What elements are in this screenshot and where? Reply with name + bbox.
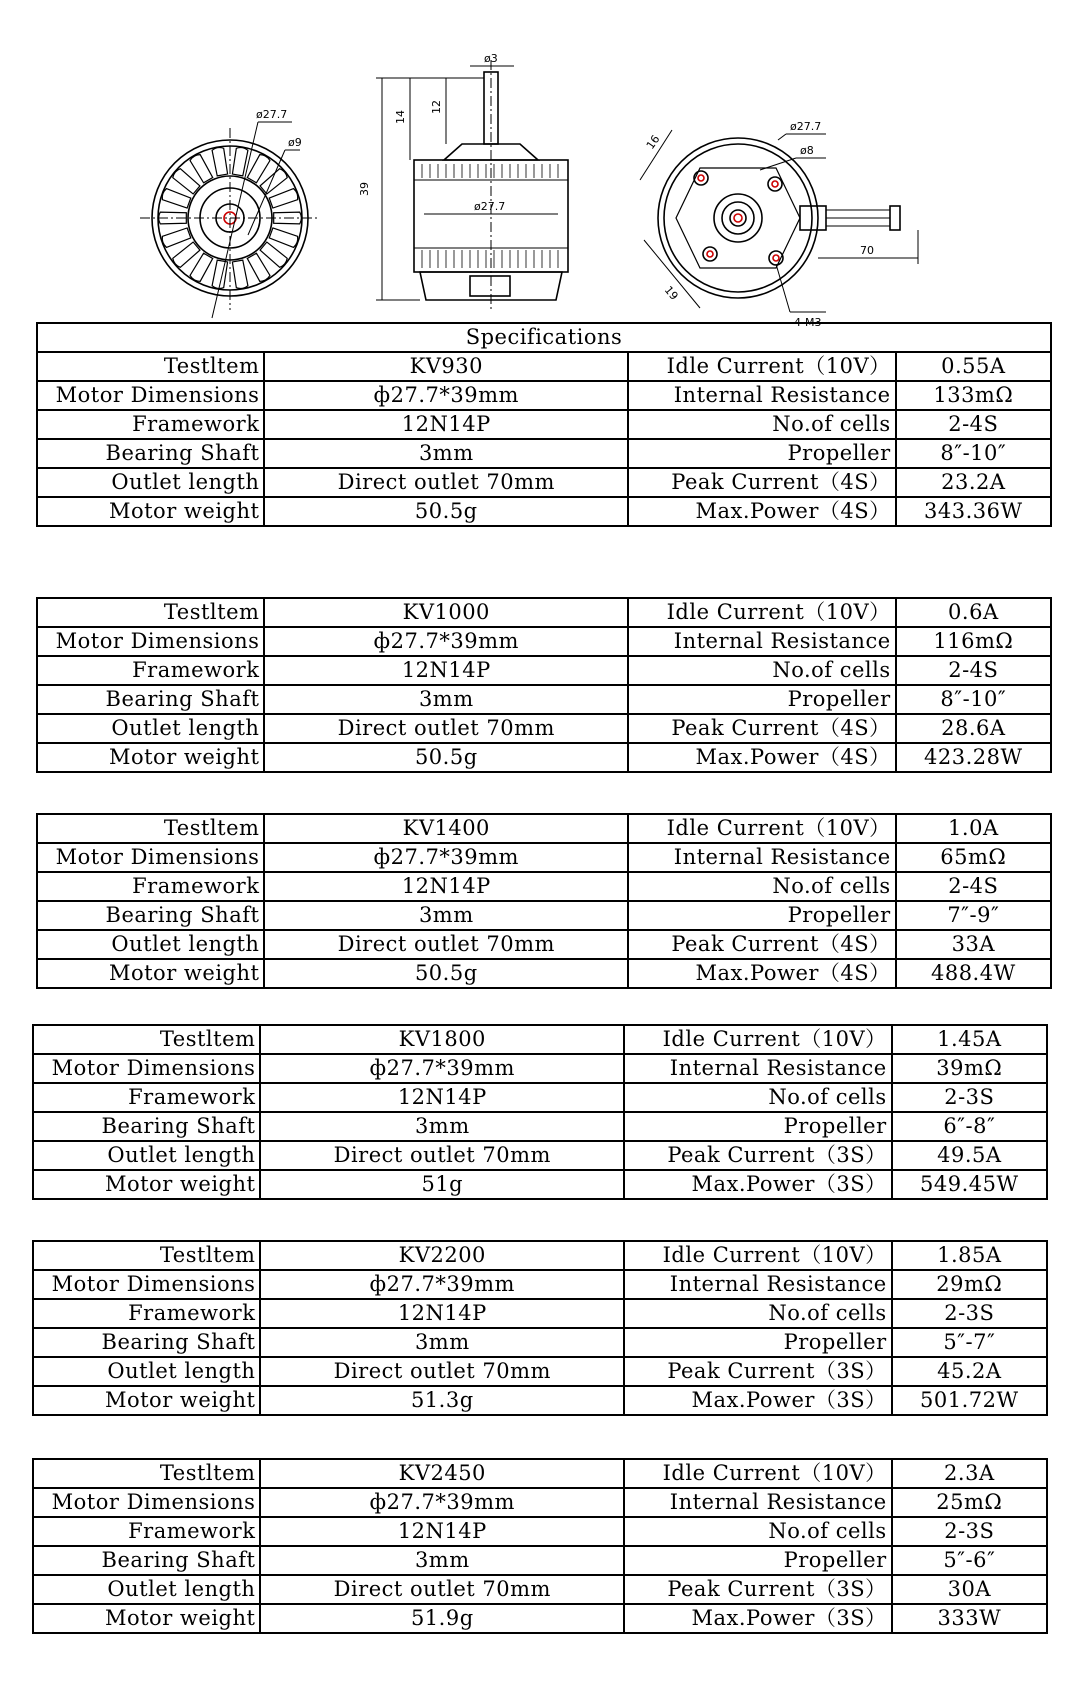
spec-value: 3mm bbox=[264, 685, 628, 714]
spec-label: Idle Current（10V） bbox=[628, 598, 896, 627]
spec-table-kv2200 bbox=[32, 1240, 1048, 1416]
spec-label: Peak Current（4S） bbox=[628, 468, 896, 497]
spec-label: Propeller bbox=[624, 1328, 892, 1357]
spec-value: 3mm bbox=[260, 1328, 624, 1357]
spec-value: ф27.7*39mm bbox=[260, 1488, 624, 1517]
table-row bbox=[37, 497, 1051, 526]
motor-side-view bbox=[376, 60, 568, 310]
spec-label: Outlet length bbox=[37, 930, 264, 959]
spec-label: Propeller bbox=[628, 439, 896, 468]
table-row bbox=[37, 381, 1051, 410]
spec-label: Internal Resistance bbox=[624, 1488, 892, 1517]
spec-value: 29mΩ bbox=[892, 1270, 1047, 1299]
spec-value: 65mΩ bbox=[896, 843, 1051, 872]
table-row bbox=[33, 1054, 1047, 1083]
height-total-label: 39 bbox=[358, 182, 371, 196]
table-row bbox=[33, 1241, 1047, 1270]
spec-value: 8″-10″ bbox=[896, 685, 1051, 714]
spec-label: Peak Current（4S） bbox=[628, 930, 896, 959]
spec-label: Idle Current（10V） bbox=[624, 1025, 892, 1054]
spec-value: 50.5g bbox=[264, 497, 628, 526]
spec-label: Max.Power（3S） bbox=[624, 1170, 892, 1199]
hole-spacing-a-label: 16 bbox=[643, 132, 663, 152]
spec-value: ф27.7*39mm bbox=[260, 1054, 624, 1083]
table-row bbox=[33, 1141, 1047, 1170]
spec-label: Max.Power（4S） bbox=[628, 959, 896, 988]
spec-label: Framework bbox=[37, 656, 264, 685]
spec-value: 5″-6″ bbox=[892, 1546, 1047, 1575]
spec-label: Peak Current（3S） bbox=[624, 1141, 892, 1170]
spec-value: 0.6A bbox=[896, 598, 1051, 627]
spec-label: Internal Resistance bbox=[624, 1270, 892, 1299]
spec-value: 50.5g bbox=[264, 959, 628, 988]
spec-label: Idle Current（10V） bbox=[628, 352, 896, 381]
spec-value: 51g bbox=[260, 1170, 624, 1199]
spec-value: 2-4S bbox=[896, 410, 1051, 439]
spec-label: Motor Dimensions bbox=[33, 1488, 260, 1517]
table-row bbox=[37, 410, 1051, 439]
spec-label: Max.Power（3S） bbox=[624, 1386, 892, 1415]
spec-value: KV2450 bbox=[260, 1459, 624, 1488]
table-row bbox=[33, 1083, 1047, 1112]
motor-technical-drawings bbox=[0, 0, 1080, 340]
spec-table-kv930 bbox=[36, 322, 1052, 527]
table-row bbox=[33, 1488, 1047, 1517]
spec-label: Framework bbox=[37, 872, 264, 901]
spec-value: 50.5g bbox=[264, 743, 628, 772]
spec-value: KV1800 bbox=[260, 1025, 624, 1054]
spec-value: 12N14P bbox=[260, 1517, 624, 1546]
spec-value: 2-4S bbox=[896, 656, 1051, 685]
spec-value: 0.55A bbox=[896, 352, 1051, 381]
spec-value: 423.28W bbox=[896, 743, 1051, 772]
spec-value: ф27.7*39mm bbox=[264, 843, 628, 872]
body-diameter-label: ø27.7 bbox=[474, 200, 506, 213]
spec-label: Bearing Shaft bbox=[37, 439, 264, 468]
table-row bbox=[33, 1270, 1047, 1299]
spec-label: Outlet length bbox=[33, 1357, 260, 1386]
spec-value: 549.45W bbox=[892, 1170, 1047, 1199]
table-row bbox=[37, 352, 1051, 381]
spec-label: Outlet length bbox=[33, 1575, 260, 1604]
table-row bbox=[33, 1546, 1047, 1575]
spec-label: Motor Dimensions bbox=[33, 1270, 260, 1299]
spec-table-kv1800 bbox=[32, 1024, 1048, 1200]
spec-value: 133mΩ bbox=[896, 381, 1051, 410]
spec-label: Motor weight bbox=[37, 743, 264, 772]
spec-value: 333W bbox=[892, 1604, 1047, 1633]
spec-label: No.of cells bbox=[624, 1083, 892, 1112]
screws-label: 4-M3 bbox=[794, 316, 822, 329]
spec-label: Outlet length bbox=[37, 468, 264, 497]
table-row bbox=[37, 872, 1051, 901]
spec-label: Testltem bbox=[33, 1459, 260, 1488]
shaft-diameter-label: ø3 bbox=[484, 52, 498, 65]
spec-value: 51.3g bbox=[260, 1386, 624, 1415]
table-row bbox=[33, 1112, 1047, 1141]
table-row bbox=[37, 814, 1051, 843]
spec-label: Bearing Shaft bbox=[33, 1112, 260, 1141]
table-row bbox=[37, 627, 1051, 656]
spec-value: 501.72W bbox=[892, 1386, 1047, 1415]
spec-value: 1.0A bbox=[896, 814, 1051, 843]
shaft-exposed-label: 12 bbox=[430, 100, 443, 114]
spec-value: KV1400 bbox=[264, 814, 628, 843]
spec-value: 3mm bbox=[260, 1546, 624, 1575]
spec-value: 5″-7″ bbox=[892, 1328, 1047, 1357]
spec-value: Direct outlet 70mm bbox=[260, 1357, 624, 1386]
spec-label: Framework bbox=[33, 1299, 260, 1328]
spec-value: 51.9g bbox=[260, 1604, 624, 1633]
spec-label: Idle Current（10V） bbox=[628, 814, 896, 843]
spec-value: 12N14P bbox=[264, 872, 628, 901]
spec-value: 2-4S bbox=[896, 872, 1051, 901]
spec-label: Testltem bbox=[37, 598, 264, 627]
hole-spacing-b-label: 19 bbox=[661, 283, 681, 303]
spec-label: Testltem bbox=[33, 1025, 260, 1054]
spec-label: Propeller bbox=[628, 685, 896, 714]
spec-value: KV1000 bbox=[264, 598, 628, 627]
spec-value: 2-3S bbox=[892, 1299, 1047, 1328]
table-row bbox=[33, 1328, 1047, 1357]
spec-value: 3mm bbox=[264, 901, 628, 930]
motor-front-view bbox=[140, 122, 320, 318]
spec-label: No.of cells bbox=[624, 1517, 892, 1546]
table-row bbox=[33, 1299, 1047, 1328]
specifications-title: Specifications bbox=[37, 323, 1051, 352]
spec-label: Testltem bbox=[33, 1241, 260, 1270]
spec-label: Outlet length bbox=[37, 714, 264, 743]
spec-value: ф27.7*39mm bbox=[260, 1270, 624, 1299]
spec-value: 3mm bbox=[264, 439, 628, 468]
spec-value: ф27.7*39mm bbox=[264, 627, 628, 656]
spec-value: Direct outlet 70mm bbox=[264, 930, 628, 959]
spec-table-kv1000 bbox=[36, 597, 1052, 773]
spec-label: Motor weight bbox=[37, 497, 264, 526]
spec-label: Propeller bbox=[624, 1546, 892, 1575]
spec-value: 45.2A bbox=[892, 1357, 1047, 1386]
spec-value: 116mΩ bbox=[896, 627, 1051, 656]
table-row bbox=[33, 1604, 1047, 1633]
spec-value: Direct outlet 70mm bbox=[260, 1575, 624, 1604]
spec-value: 28.6A bbox=[896, 714, 1051, 743]
table-row bbox=[37, 656, 1051, 685]
spec-label: Testltem bbox=[37, 814, 264, 843]
spec-label: Motor Dimensions bbox=[37, 627, 264, 656]
table-row bbox=[37, 930, 1051, 959]
table-row bbox=[33, 1357, 1047, 1386]
spec-value: 12N14P bbox=[260, 1299, 624, 1328]
spec-label: Propeller bbox=[624, 1112, 892, 1141]
spec-label: Outlet length bbox=[33, 1141, 260, 1170]
spec-label: Bearing Shaft bbox=[33, 1328, 260, 1357]
spec-label: Peak Current（4S） bbox=[628, 714, 896, 743]
spec-value: 3mm bbox=[260, 1112, 624, 1141]
spec-label: Motor weight bbox=[33, 1604, 260, 1633]
lead-length-label: 70 bbox=[860, 244, 874, 257]
spec-value: 6″-8″ bbox=[892, 1112, 1047, 1141]
spec-label: Max.Power（3S） bbox=[624, 1604, 892, 1633]
spec-value: Direct outlet 70mm bbox=[260, 1141, 624, 1170]
spec-value: 2.3A bbox=[892, 1459, 1047, 1488]
motor-bottom-view bbox=[640, 130, 918, 312]
spec-table-kv2450 bbox=[32, 1458, 1048, 1634]
spec-label: Internal Resistance bbox=[628, 843, 896, 872]
spec-label: Motor Dimensions bbox=[33, 1054, 260, 1083]
spec-value: KV930 bbox=[264, 352, 628, 381]
spec-value: 2-3S bbox=[892, 1083, 1047, 1112]
spec-value: 1.45A bbox=[892, 1025, 1047, 1054]
spec-label: Internal Resistance bbox=[624, 1054, 892, 1083]
spec-value: 25mΩ bbox=[892, 1488, 1047, 1517]
spec-value: 33A bbox=[896, 930, 1051, 959]
spec-label: Motor Dimensions bbox=[37, 843, 264, 872]
spec-label: Motor Dimensions bbox=[37, 381, 264, 410]
spec-label: Max.Power（4S） bbox=[628, 743, 896, 772]
table-row bbox=[37, 685, 1051, 714]
spec-label: No.of cells bbox=[624, 1299, 892, 1328]
spec-label: Internal Resistance bbox=[628, 627, 896, 656]
spec-label: Bearing Shaft bbox=[33, 1546, 260, 1575]
table-row bbox=[33, 1575, 1047, 1604]
spec-value: 2-3S bbox=[892, 1517, 1047, 1546]
spec-label: Internal Resistance bbox=[628, 381, 896, 410]
spec-value: KV2200 bbox=[260, 1241, 624, 1270]
spec-value: 488.4W bbox=[896, 959, 1051, 988]
table-row bbox=[37, 843, 1051, 872]
spec-value: Direct outlet 70mm bbox=[264, 468, 628, 497]
spec-label: No.of cells bbox=[628, 872, 896, 901]
table-row bbox=[37, 901, 1051, 930]
spec-label: Testltem bbox=[37, 352, 264, 381]
table-row bbox=[37, 439, 1051, 468]
table-row bbox=[37, 468, 1051, 497]
spec-label: Peak Current（3S） bbox=[624, 1357, 892, 1386]
spec-value: 39mΩ bbox=[892, 1054, 1047, 1083]
spec-value: 12N14P bbox=[264, 656, 628, 685]
spec-table-kv1400 bbox=[36, 813, 1052, 989]
spec-value: 12N14P bbox=[264, 410, 628, 439]
spec-value: 30A bbox=[892, 1575, 1047, 1604]
spec-label: Bearing Shaft bbox=[37, 685, 264, 714]
spec-value: 1.85A bbox=[892, 1241, 1047, 1270]
spec-value: 8″-10″ bbox=[896, 439, 1051, 468]
table-row bbox=[37, 714, 1051, 743]
table-row bbox=[37, 743, 1051, 772]
spec-value: 343.36W bbox=[896, 497, 1051, 526]
spec-value: Direct outlet 70mm bbox=[264, 714, 628, 743]
spec-label: Propeller bbox=[628, 901, 896, 930]
front-outer-diameter-label: ø27.7 bbox=[256, 108, 288, 121]
shaft-length-label: 14 bbox=[394, 110, 407, 124]
hole-circle-label: ø8 bbox=[800, 144, 814, 157]
spec-label: Motor weight bbox=[33, 1386, 260, 1415]
table-row bbox=[33, 1459, 1047, 1488]
table-row bbox=[33, 1025, 1047, 1054]
spec-value: 23.2A bbox=[896, 468, 1051, 497]
spec-value: ф27.7*39mm bbox=[264, 381, 628, 410]
table-row bbox=[37, 598, 1051, 627]
spec-label: Peak Current（3S） bbox=[624, 1575, 892, 1604]
table-row bbox=[33, 1386, 1047, 1415]
table-row bbox=[37, 959, 1051, 988]
table-row bbox=[33, 1517, 1047, 1546]
spec-label: Motor weight bbox=[33, 1170, 260, 1199]
spec-label: Framework bbox=[33, 1517, 260, 1546]
spec-label: Motor weight bbox=[37, 959, 264, 988]
spec-label: Idle Current（10V） bbox=[624, 1459, 892, 1488]
spec-value: 12N14P bbox=[260, 1083, 624, 1112]
spec-label: Max.Power（4S） bbox=[628, 497, 896, 526]
spec-value: 7″-9″ bbox=[896, 901, 1051, 930]
spec-label: No.of cells bbox=[628, 656, 896, 685]
spec-value: 49.5A bbox=[892, 1141, 1047, 1170]
spec-label: No.of cells bbox=[628, 410, 896, 439]
spec-label: Idle Current（10V） bbox=[624, 1241, 892, 1270]
front-inner-diameter-label: ø9 bbox=[288, 136, 302, 149]
spec-label: Bearing Shaft bbox=[37, 901, 264, 930]
spec-label: Framework bbox=[37, 410, 264, 439]
spec-label: Framework bbox=[33, 1083, 260, 1112]
table-row bbox=[33, 1170, 1047, 1199]
bottom-outer-diameter-label: ø27.7 bbox=[790, 120, 822, 133]
